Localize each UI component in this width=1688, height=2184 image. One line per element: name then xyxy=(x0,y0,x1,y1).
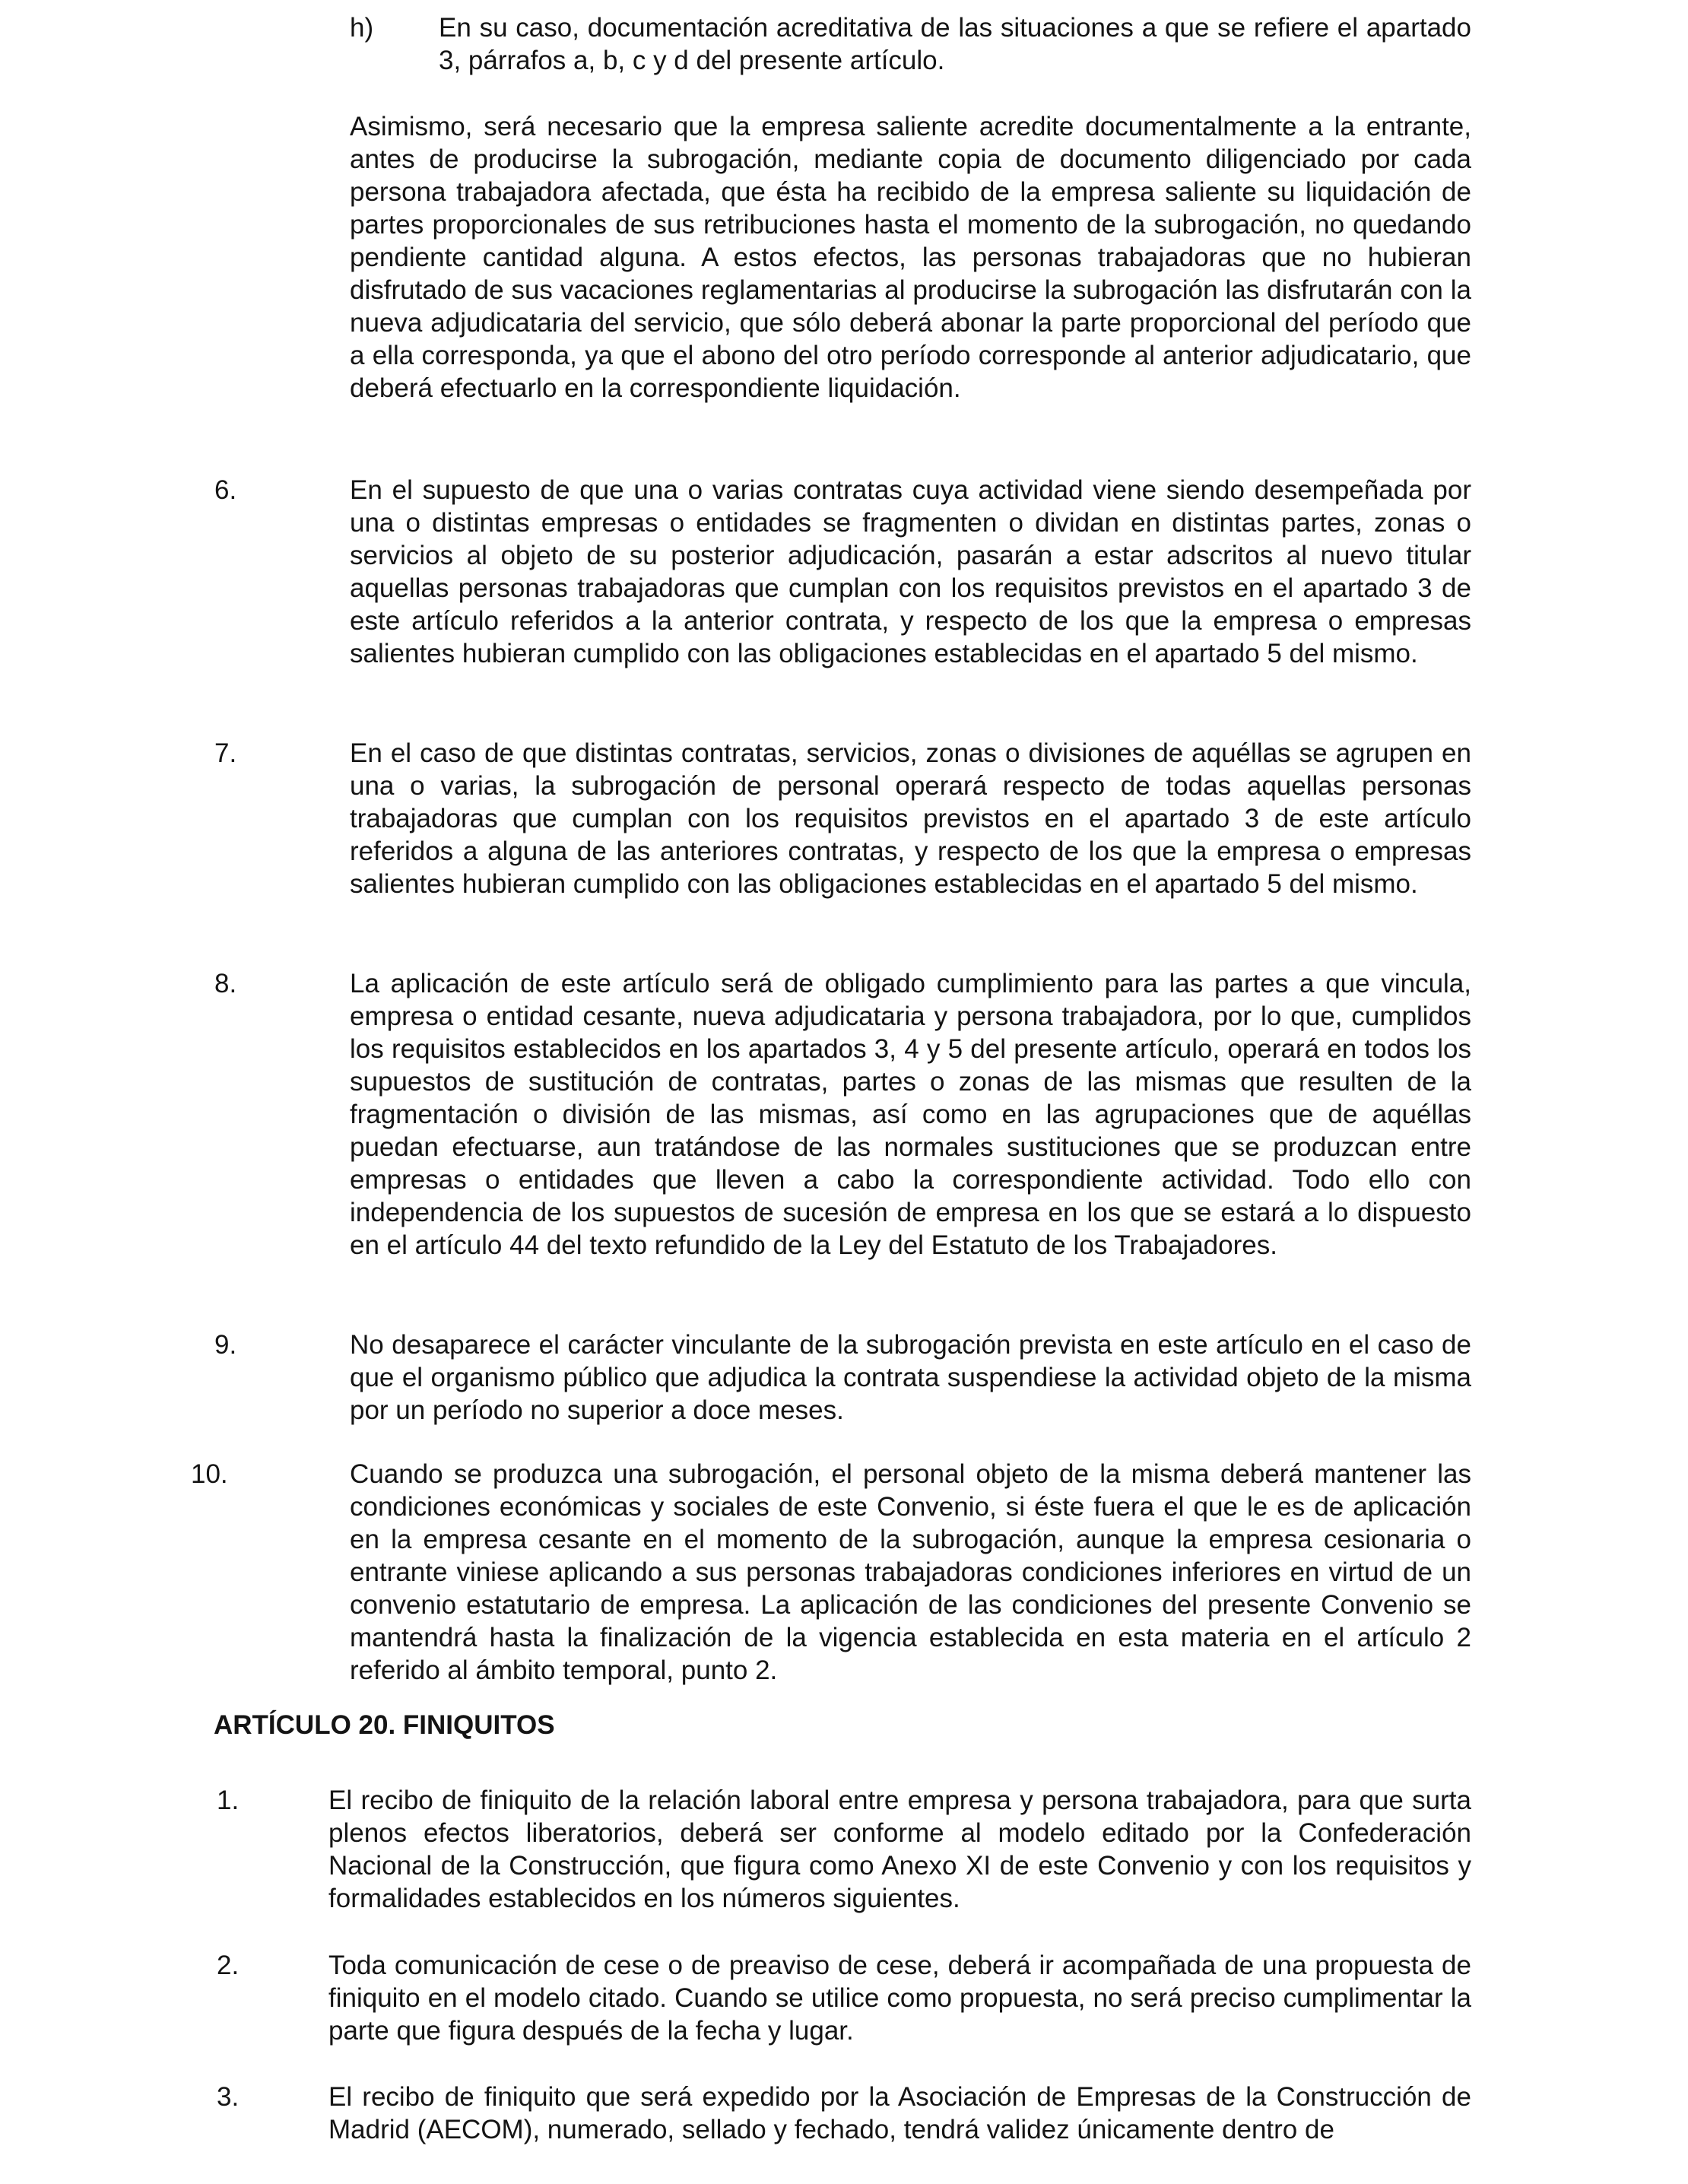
item-number: 1. xyxy=(217,1786,240,1815)
item-text: El recibo de finiquito que será expedido por la Asociación de Empresas de la Construcción de Madrid (AECOM), numerado, sellado y fechado, tendrá validez únicamente dentro de xyxy=(328,2082,1471,2144)
item-text: Cuando se produzca una subrogación, el personal objeto de la misma deberá mantener las condiciones económicas y sociales de este Convenio, si éste fuera el que le es de aplicación en la empresa cesante en el momento de la subrogación, aunque la empresa cesionaria o entrante viniese aplicando a sus personas trabajadoras condiciones inferiores en virtud de un convenio estatutario de empresa. La aplicación de las condiciones del presente Convenio se mantendrá hasta la finalización de la vigencia establecida en esta materia en el artículo 2 referido al ámbito temporal, punto 2. xyxy=(350,1459,1471,1685)
item-number: 8. xyxy=(214,969,237,998)
item-number: 9. xyxy=(214,1330,237,1360)
article-heading: ARTÍCULO 20. FINIQUITOS xyxy=(214,1710,555,1740)
item-text: En su caso, documentación acreditativa de las situaciones a que se refiere el apartado 3, párrafos a, b, c y d del presente artículo. xyxy=(439,13,1471,75)
item-number: 3. xyxy=(217,2082,240,2112)
item-number: 7. xyxy=(214,738,237,768)
item-text: En el caso de que distintas contratas, servicios, zonas o divisiones de aquéllas se agrupen en una o varias, la subrogación de personal operará respecto de todas aquellas personas trabajadoras que cumplan con los requisitos previstos en el apartado 3 de este artículo referidos a alguna de las anteriores contratas, y respecto de los que la empresa o empresas salientes hubieran cumplido con las obligaciones establecidas en el apartado 5 del mismo. xyxy=(350,738,1471,899)
body-paragraph: Asimismo, será necesario que la empresa saliente acredite documentalmente a la entrante, antes de producirse la subrogación, mediante copia de documento diligenciado por cada persona trabajadora afectada, que ésta ha recibido de la empresa saliente su liquidación de partes proporcionales de sus retribuciones hasta el momento de la subrogación, no quedando pendiente cantidad alguna. A estos efectos, las personas trabajadoras que no hubieran disfrutado de sus vacaciones reglamentarias al producirse la subrogación las disfrutarán con la nueva adjudicataria del servicio, que sólo deberá abonar la parte proporcional del período que a ella corresponda, ya que el abono del otro período corresponde al anterior adjudicatario, que deberá efectuarlo en la correspondiente liquidación. xyxy=(350,112,1471,403)
item-text: El recibo de finiquito de la relación laboral entre empresa y persona trabajadora, para que surta plenos efectos liberatorios, deberá ser conforme al modelo editado por la Confederación Nacional de la Construcción, que figura como Anexo XI de este Convenio y con los requisitos y formalidades establecidos en los números siguientes. xyxy=(328,1786,1471,1913)
item-text: En el supuesto de que una o varias contratas cuya actividad viene siendo desempeñada por una o distintas empresas o entidades se fragmenten o dividan en distintas partes, zonas o servicios al objeto de su posterior adjudicación, pasarán a estar adscritos al nuevo titular aquellas personas trabajadoras que cumplan con los requisitos previstos en el apartado 3 de este artículo referidos a la anterior contrata, y respecto de los que la empresa o empresas salientes hubieran cumplido con las obligaciones establecidas en el apartado 5 del mismo. xyxy=(350,475,1471,668)
item-number: 10. xyxy=(191,1459,228,1489)
item-label: h) xyxy=(350,13,374,43)
item-text: Toda comunicación de cese o de preaviso de cese, deberá ir acompañada de una propuesta de finiquito en el modelo citado. Cuando se utilice como propuesta, no será preciso cumplimentar la parte que figura después de la fecha y lugar. xyxy=(328,1951,1471,2046)
item-number: 2. xyxy=(217,1951,240,1980)
item-number: 6. xyxy=(214,475,237,505)
item-text: La aplicación de este artículo será de obligado cumplimiento para las partes a que vincula, empresa o entidad cesante, nueva adjudicataria y persona trabajadora, por lo que, cumplidos los requisitos establecidos en los apartados 3, 4 y 5 del presente artículo, operará en todos los supuestos de sustitución de contratas, partes o zonas de las mismas que resulten de la fragmentación o división de las mismas, así como en las agrupaciones que de aquéllas puedan efectuarse, aun tratándose de las normales sustituciones que se produzcan entre empresas o entidades que lleven a cabo la correspondiente actividad. Todo ello con independencia de los supuestos de sucesión de empresa en los que se estará a lo dispuesto en el artículo 44 del texto refundido de la Ley del Estatuto de los Trabajadores. xyxy=(350,969,1471,1260)
item-text: No desaparece el carácter vinculante de la subrogación prevista en este artículo en el caso de que el organismo público que adjudica la contrata suspendiese la actividad objeto de la misma por un período no superior a doce meses. xyxy=(350,1330,1471,1425)
